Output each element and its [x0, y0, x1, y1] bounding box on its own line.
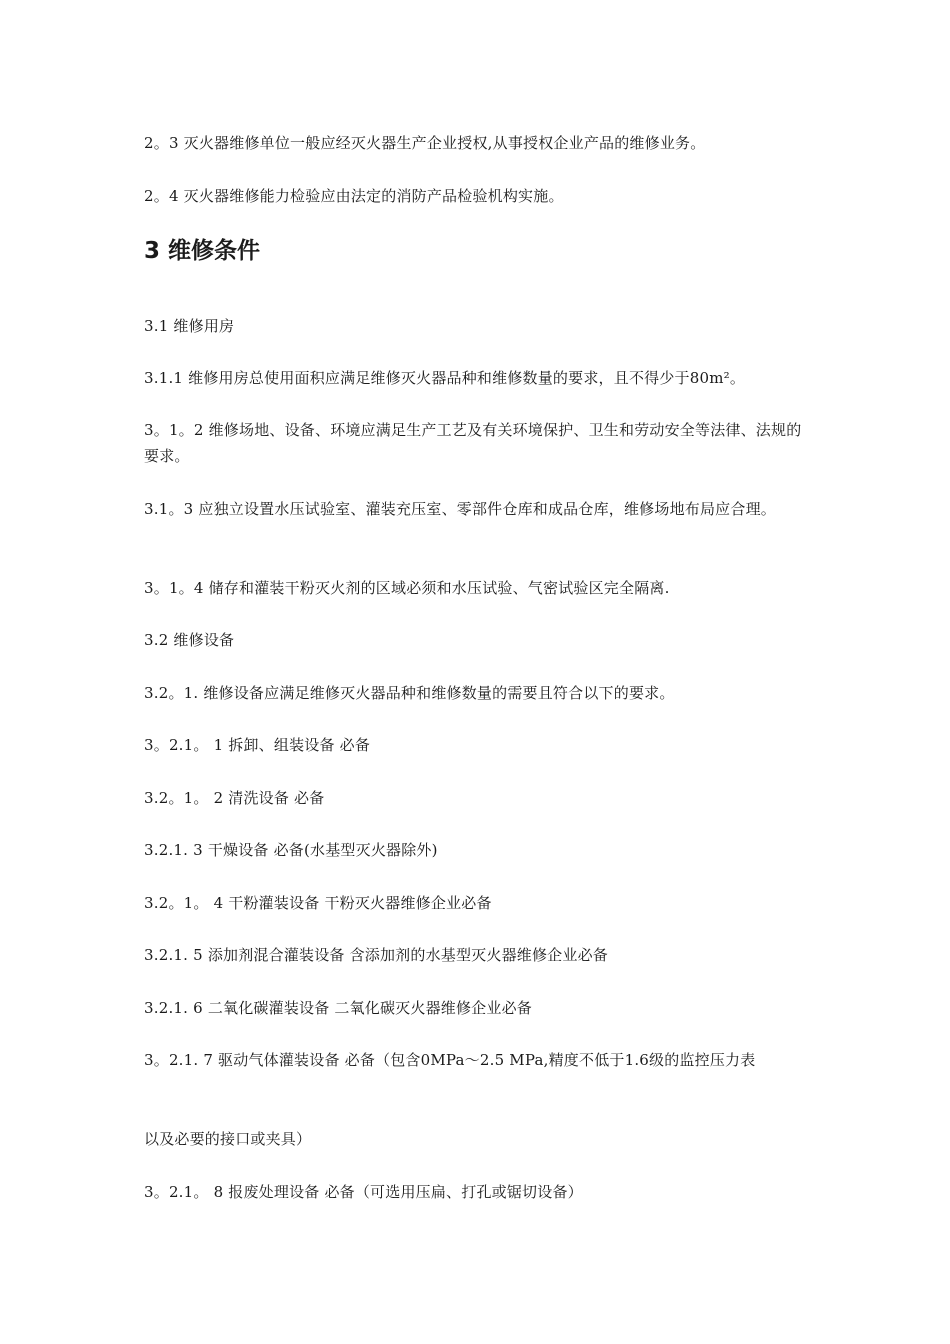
paragraph-2-4: 2。4 灭火器维修能力检验应由法定的消防产品检验机构实施。 [144, 187, 564, 205]
paragraph-2-3: 2。3 灭火器维修单位一般应经灭火器生产企业授权,从事授权企业产品的维修业务。 [144, 134, 706, 152]
paragraph-3-1-4: 3。1。4 储存和灌装干粉灭火剂的区域必须和水压试验、气密试验区完全隔离. [144, 579, 670, 597]
paragraph-3-2-1: 3.2。1. 维修设备应满足维修灭火器品种和维修数量的需要且符合以下的要求。 [144, 684, 675, 702]
paragraph-3-1-1: 3.1.1 维修用房总使用面积应满足维修灭火器品种和维修数量的要求，且不得少于80m²。 [144, 369, 746, 387]
paragraph-3-2-1-2: 3.2。1。 2 清洗设备 必备 [144, 789, 325, 807]
paragraph-3-2: 3.2 维修设备 [144, 631, 235, 649]
paragraph-3-2-1-3: 3.2.1. 3 干燥设备 必备(水基型灭火器除外) [144, 841, 438, 859]
paragraph-3-1: 3.1 维修用房 [144, 317, 235, 335]
paragraph-3-2-1-6: 3.2.1. 6 二氧化碳灌装设备 二氧化碳灭火器维修企业必备 [144, 999, 532, 1017]
paragraph-3-2-1-7-cont: 以及必要的接口或夹具） [144, 1130, 312, 1148]
paragraph-3-2-1-1: 3。2.1。 1 拆卸、组装设备 必备 [144, 736, 371, 754]
paragraph-3-1-2: 3。1。2 维修场地、设备、环境应满足生产工艺及有关环境保护、卫生和劳动安全等法律、法规的要求。 [144, 421, 802, 465]
paragraph-3-2-1-5: 3.2.1. 5 添加剂混合灌装设备 含添加剂的水基型灭火器维修企业必备 [144, 946, 608, 964]
paragraph-3-2-1-4: 3.2。1。 4 干粉灌装设备 干粉灭火器维修企业必备 [144, 894, 492, 912]
paragraph-3-2-1-8: 3。2.1。 8 报废处理设备 必备（可选用压扁、打孔或锯切设备） [144, 1183, 583, 1201]
paragraph-3-1-3: 3.1。3 应独立设置水压试验室、灌装充压室、零部件仓库和成品仓库，维修场地布局应合理。 [144, 500, 776, 518]
section-heading: 3 维修条件 [144, 238, 261, 264]
paragraph-3-2-1-7: 3。2.1. 7 驱动气体灌装设备 必备（包含0MPa～2.5 MPa,精度不低于1.6级的监控压力表 [144, 1051, 756, 1069]
